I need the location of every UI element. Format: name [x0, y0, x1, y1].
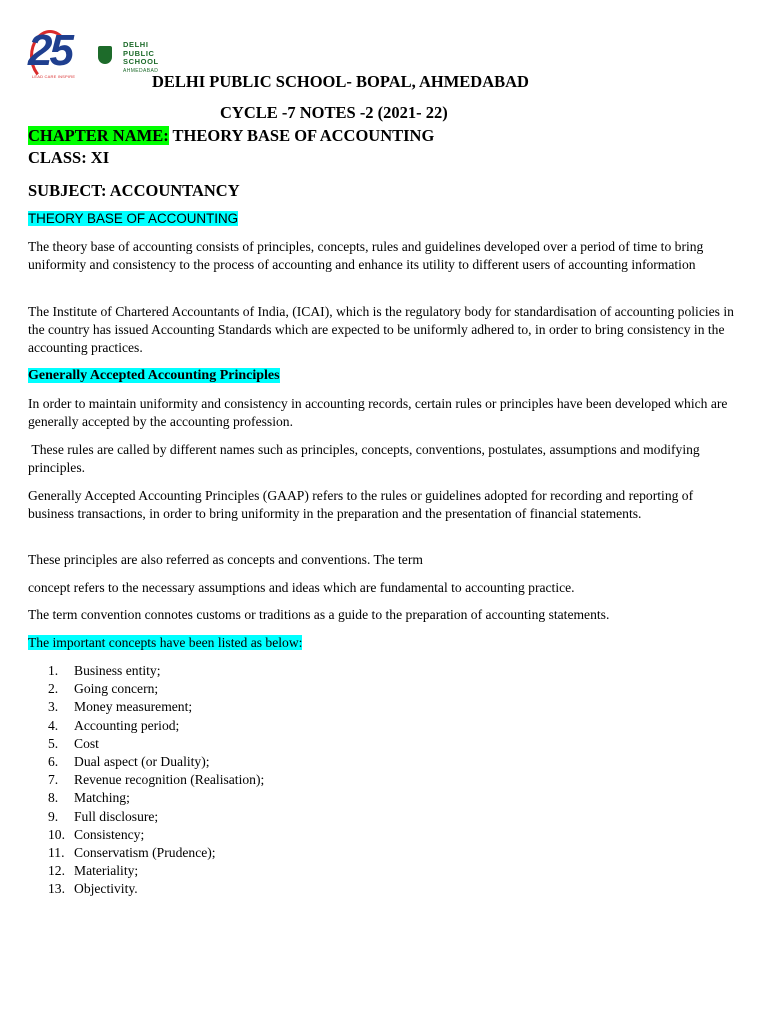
concepts-heading — [28, 634, 302, 652]
school-crest-icon — [98, 46, 112, 64]
list-item-number: 4. — [48, 717, 59, 733]
list-item-text: Revenue recognition (Realisation); — [74, 772, 265, 788]
list-item-text: Money measurement; — [74, 699, 193, 715]
section-heading-theory — [28, 210, 238, 228]
logo-school-line: DELHI — [123, 40, 149, 49]
concepts-list — [48, 662, 264, 899]
paragraph: The term convention connotes customs or traditions as a guide to the preparation of accounting statements. — [28, 607, 610, 622]
concepts-heading-text: The important concepts have been listed as below: — [28, 635, 303, 650]
cycle-notes-title: CYCLE -7 NOTES -2 (2021- 22) — [220, 103, 448, 122]
logo-school-line: PUBLIC — [123, 48, 155, 58]
list-item-number: 8. — [48, 790, 59, 806]
list-item-number: 2. — [48, 681, 59, 697]
chapter-label: CHAPTER NAME: — [28, 126, 169, 145]
chapter-value: THEORY BASE OF ACCOUNTING — [172, 126, 435, 145]
list-item-number: 7. — [48, 772, 59, 788]
list-item-number: 10. — [48, 826, 65, 842]
list-item-text: Matching; — [74, 790, 130, 806]
list-item — [48, 662, 264, 680]
list-item-text: Conservatism (Prudence); — [74, 845, 216, 861]
list-item-text: Cost — [74, 735, 99, 751]
section-heading-gaap — [28, 367, 280, 385]
list-item — [48, 771, 264, 789]
list-item — [48, 789, 264, 807]
logo-anniversary-number: 25 — [28, 26, 71, 75]
list-item-text: Business entity; — [74, 663, 161, 678]
section-heading-text: THEORY BASE OF ACCOUNTING — [28, 211, 239, 226]
paragraph: In order to maintain uniformity and consistency in accounting records, certain rules or principles have been developed which are generally accepted by the accounting profession. — [28, 396, 728, 429]
list-item-text: Dual aspect (or Duality); — [74, 754, 210, 770]
list-item — [48, 680, 264, 698]
list-item-text: Accounting period; — [74, 717, 180, 733]
paragraph: These rules are called by different names such as principles, concepts, conventions, postulates, assumptions and modifying principles. — [28, 442, 704, 475]
list-item-number: 5. — [48, 735, 59, 751]
list-item — [48, 862, 264, 880]
list-item — [48, 717, 264, 735]
list-item-text: Full disclosure; — [74, 808, 159, 824]
list-item — [48, 844, 264, 862]
list-item-number: 3. — [48, 699, 59, 715]
section-heading-text: Generally Accepted Accounting Principles — [28, 368, 280, 383]
list-item — [48, 826, 264, 844]
logo-school-line: SCHOOL — [123, 57, 159, 66]
list-item — [48, 753, 264, 771]
list-item — [48, 698, 264, 716]
list-item-text: Materiality; — [74, 863, 139, 879]
list-item-text: Going concern; — [74, 681, 159, 697]
list-item-number: 9. — [48, 808, 59, 824]
list-item-number: 1. — [48, 663, 59, 678]
subject-line: SUBJECT: ACCOUNTANCY — [28, 181, 240, 200]
logo-school-name — [123, 41, 159, 67]
class-line: CLASS: XI — [28, 148, 110, 167]
school-title: DELHI PUBLIC SCHOOL- BOPAL, AHMEDABAD — [152, 72, 529, 91]
list-item-number: 11. — [48, 845, 65, 861]
paragraph: These principles are also referred as concepts and conventions. The term — [28, 552, 423, 567]
logo-tagline: LEAD CARE INSPIRE — [32, 74, 76, 79]
list-item — [48, 808, 264, 826]
paragraph: Generally Accepted Accounting Principles (GAAP) refers to the rules or guidelines adopted for recording and reporting of business transactions, in order to bring uniformity in the preparation and the presentation of financial statements. — [28, 488, 694, 521]
chapter-line — [28, 126, 434, 146]
paragraph: The theory base of accounting consists of principles, concepts, rules and guidelines developed over a period of time to bring uniformity and consistency to the process of accounting and enhance its utility to different users of accounting information — [28, 239, 704, 272]
list-item-text: Objectivity. — [74, 881, 138, 897]
paragraph: The Institute of Chartered Accountants of India, (ICAI), which is the regulatory body for standardisation of accounting policies in the country has issued Accounting Standards which are expected to be uniformly adhered to, in order to bring consistency in the accounting practices. — [28, 304, 734, 355]
school-logo — [28, 26, 159, 84]
list-item-text: Consistency; — [74, 826, 145, 842]
paragraph: concept refers to the necessary assumptions and ideas which are fundamental to accounting practice. — [28, 580, 575, 595]
list-item-number: 6. — [48, 754, 59, 770]
list-item-number: 13. — [48, 881, 65, 897]
list-item — [48, 880, 264, 898]
list-item — [48, 735, 264, 753]
list-item-number: 12. — [48, 863, 65, 879]
logo-city: AHMEDABAD — [123, 68, 159, 74]
